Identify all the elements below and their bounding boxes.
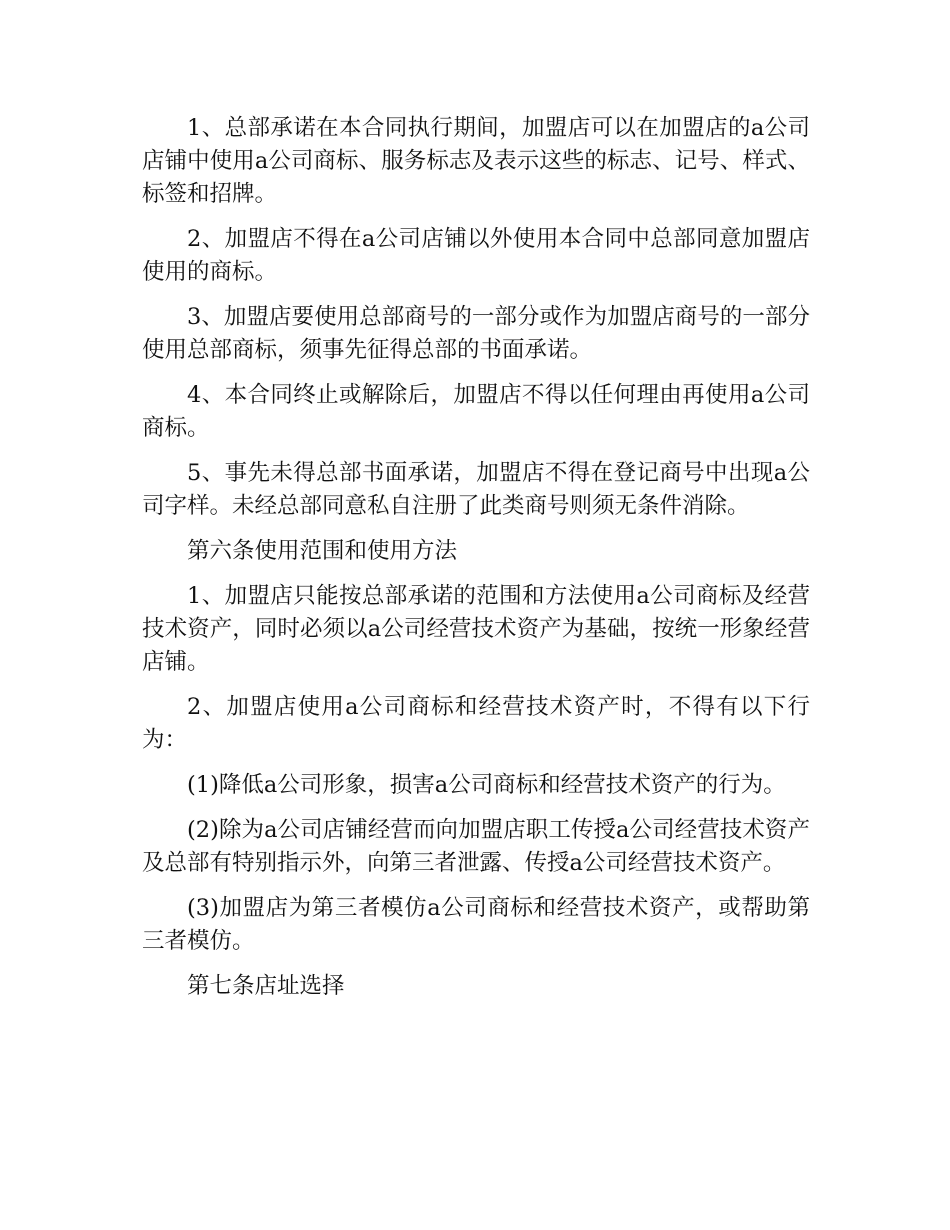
paragraph-4: 4、本合同终止或解除后，加盟店不得以任何理由再使用a公司商标。 — [142, 382, 810, 441]
paragraph-9: (2)除为a公司店铺经营而向加盟店职工传授a公司经营技术资产及总部有特别指示外，向第三者泄露、传授a公司经营技术资产。 — [142, 817, 810, 876]
paragraph-7: 2、加盟店使用a公司商标和经营技术资产时，不得有以下行为： — [142, 694, 810, 753]
paragraph-5: 5、事先未得总部书面承诺，加盟店不得在登记商号中出现a公司字样。未经总部同意私自注册了此类商号则须无条件消除。 — [142, 460, 810, 519]
paragraph-6: 1、加盟店只能按总部承诺的范围和方法使用a公司商标及经营技术资产，同时必须以a公司经营技术资产为基础，按统一形象经营店铺。 — [142, 583, 810, 675]
section-heading-article-7: 第七条店址选择 — [187, 973, 345, 999]
paragraph-10: (3)加盟店为第三者模仿a公司商标和经营技术资产，或帮助第三者模仿。 — [142, 895, 810, 954]
section-heading-article-6: 第六条使用范围和使用方法 — [187, 538, 458, 564]
paragraph-1: 1、总部承诺在本合同执行期间，加盟店可以在加盟店的a公司店铺中使用a公司商标、服务标志及表示这些的标志、记号、样式、标签和招牌。 — [142, 115, 810, 207]
paragraph-3: 3、加盟店要使用总部商号的一部分或作为加盟店商号的一部分使用总部商标，须事先征得总部的书面承诺。 — [142, 304, 810, 363]
paragraph-2: 2、加盟店不得在a公司店铺以外使用本合同中总部同意加盟店使用的商标。 — [142, 226, 810, 285]
paragraph-8: (1)降低a公司形象，损害a公司商标和经营技术资产的行为。 — [187, 772, 786, 798]
